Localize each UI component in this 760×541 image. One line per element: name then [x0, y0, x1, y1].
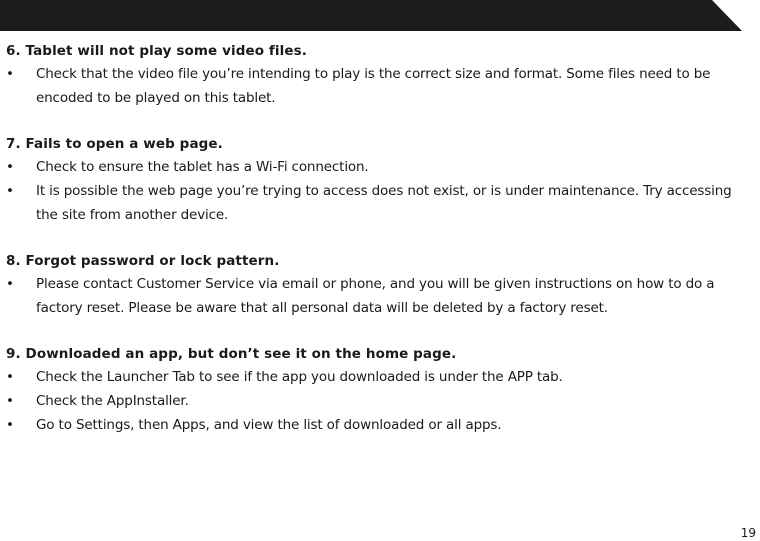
bullet-icon: •	[6, 183, 14, 199]
bullet-icon: •	[6, 159, 14, 175]
list-item-text: Go to Settings, then Apps, and view the list of downloaded or all apps.	[36, 417, 502, 433]
list-item-text: Check the Launcher Tab to see if the app you downloaded is under the APP tab.	[36, 369, 563, 385]
bullet-icon: •	[6, 276, 14, 292]
bullet-icon: •	[6, 393, 14, 409]
list-item	[6, 179, 741, 227]
section-forgot-password	[6, 250, 741, 320]
section-heading: 9. Downloaded an app, but don’t see it on the home page.	[6, 346, 457, 362]
list-item	[6, 272, 741, 320]
list-item-text: Please contact Customer Service via email or phone, and you will be given instructions on how to do a factory reset. Please be aware that all personal data will be deleted by a factory reset.	[36, 276, 715, 316]
header-band	[0, 0, 760, 31]
header-band-shape	[0, 0, 742, 31]
section-web-page	[6, 133, 741, 227]
section-heading: 7. Fails to open a web page.	[6, 136, 223, 152]
bullet-icon: •	[6, 369, 14, 385]
section-downloaded-app	[6, 343, 741, 437]
list-item	[6, 155, 741, 179]
section-heading: 6. Tablet will not play some video files.	[6, 43, 307, 59]
troubleshooting-content	[6, 40, 741, 460]
list-item-text: It is possible the web page you’re trying to access does not exist, or is under maintenance. Try accessing the site from another device.	[36, 183, 732, 223]
list-item-text: Check the AppInstaller.	[36, 393, 189, 409]
section-heading: 8. Forgot password or lock pattern.	[6, 253, 280, 269]
list-item-text: Check that the video file you’re intending to play is the correct size and format. Some files need to be encoded to be played on this tablet.	[36, 66, 711, 106]
list-item-text: Check to ensure the tablet has a Wi-Fi connection.	[36, 159, 369, 175]
list-item	[6, 62, 741, 110]
page-number: 19	[740, 526, 756, 540]
bullet-icon: •	[6, 417, 14, 433]
list-item	[6, 365, 741, 389]
bullet-icon: •	[6, 66, 14, 82]
list-item	[6, 413, 741, 437]
section-video-files	[6, 40, 741, 110]
list-item	[6, 389, 741, 413]
